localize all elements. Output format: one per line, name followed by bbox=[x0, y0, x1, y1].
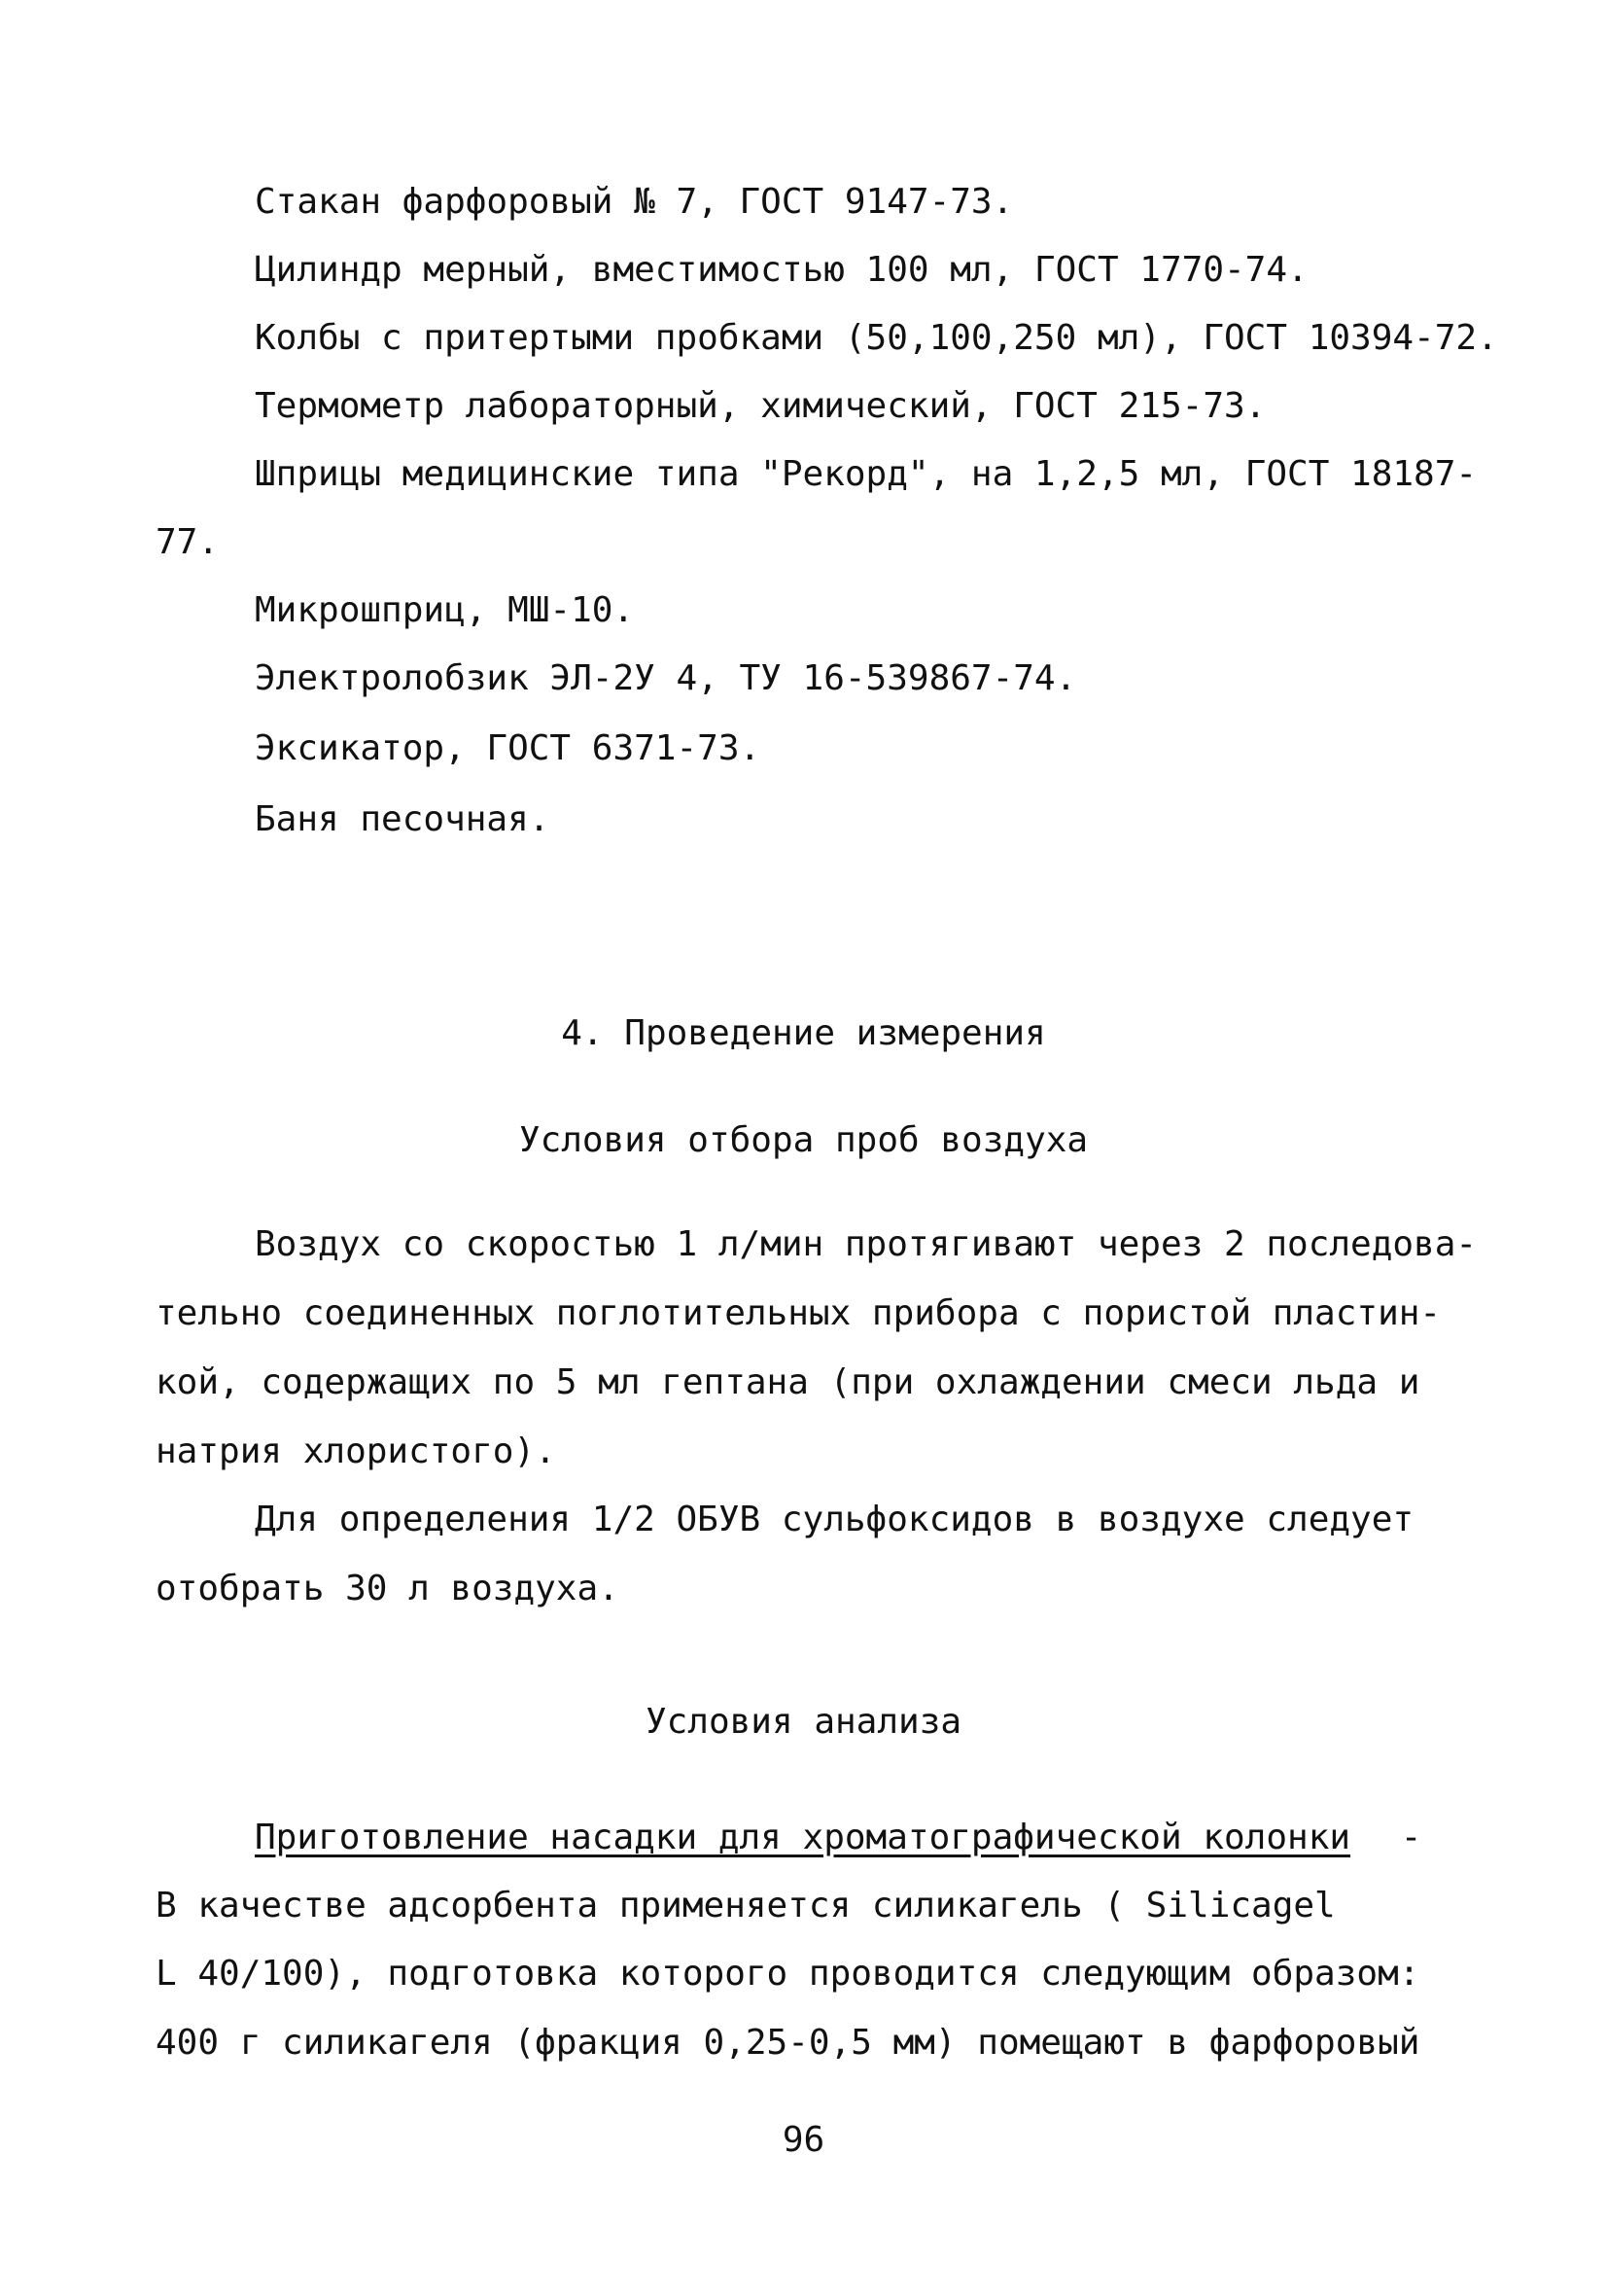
prep-title: Приготовление насадки для хроматографической колонки bbox=[255, 1818, 1351, 1857]
equipment-item: Микрошприц, МШ-10. bbox=[255, 590, 635, 630]
paragraph-line: отобрать 30 л воздуха. bbox=[156, 1569, 619, 1608]
paragraph-line: Воздух со скоростью 1 л/мин протягивают через 2 последова- bbox=[255, 1224, 1478, 1264]
equipment-item: Баня песочная. bbox=[255, 799, 550, 839]
paragraph-line: 400 г силикагеля (фракция 0,25-0,5 мм) помещают в фарфоровый bbox=[156, 2023, 1420, 2063]
equipment-item: Термометр лабораторный, химический, ГОСТ 215-73. bbox=[255, 386, 1267, 426]
paragraph-line: кой, содержащих по 5 мл гептана (при охлаждении смеси льда и bbox=[156, 1362, 1420, 1402]
equipment-item-continuation: 77. bbox=[156, 522, 220, 562]
paragraph-line: L 40/100), подготовка которого проводится следующим образом: bbox=[156, 1954, 1420, 1994]
equipment-item: Колбы с притертыми пробками (50,100,250 мл), ГОСТ 10394-72. bbox=[255, 318, 1498, 358]
prep-dash: - bbox=[1400, 1818, 1422, 1857]
equipment-item: Шприцы медицинские типа "Рекорд", на 1,2,5 мл, ГОСТ 18187- bbox=[255, 454, 1478, 494]
paragraph-line: В качестве адсорбента применяется силикагель ( Silicagel bbox=[156, 1886, 1336, 1925]
page-number: 96 bbox=[782, 2120, 825, 2160]
paragraph-line: натрия хлористого). bbox=[156, 1431, 556, 1471]
equipment-item: Цилиндр мерный, вместимостью 100 мл, ГОСТ 1770-74. bbox=[255, 250, 1309, 290]
analysis-subheading: Условия анализа bbox=[645, 1702, 962, 1742]
equipment-item: Стакан фарфоровый № 7, ГОСТ 9147-73. bbox=[255, 182, 1014, 222]
equipment-item: Эксикатор, ГОСТ 6371-73. bbox=[255, 728, 761, 768]
paragraph-line: Для определения 1/2 ОБУВ сульфоксидов в воздухе следует bbox=[255, 1500, 1415, 1539]
prep-title-line bbox=[255, 1820, 1421, 1855]
equipment-item: Электролобзик ЭЛ-2У 4, ТУ 16-539867-74. bbox=[255, 658, 1077, 698]
paragraph-line: тельно соединенных поглотительных прибора с пористой пластин- bbox=[156, 1293, 1442, 1333]
section-heading: 4. Проведение измерения bbox=[561, 1013, 1046, 1053]
sampling-subheading: Условия отбора проб воздуха bbox=[518, 1120, 1089, 1160]
